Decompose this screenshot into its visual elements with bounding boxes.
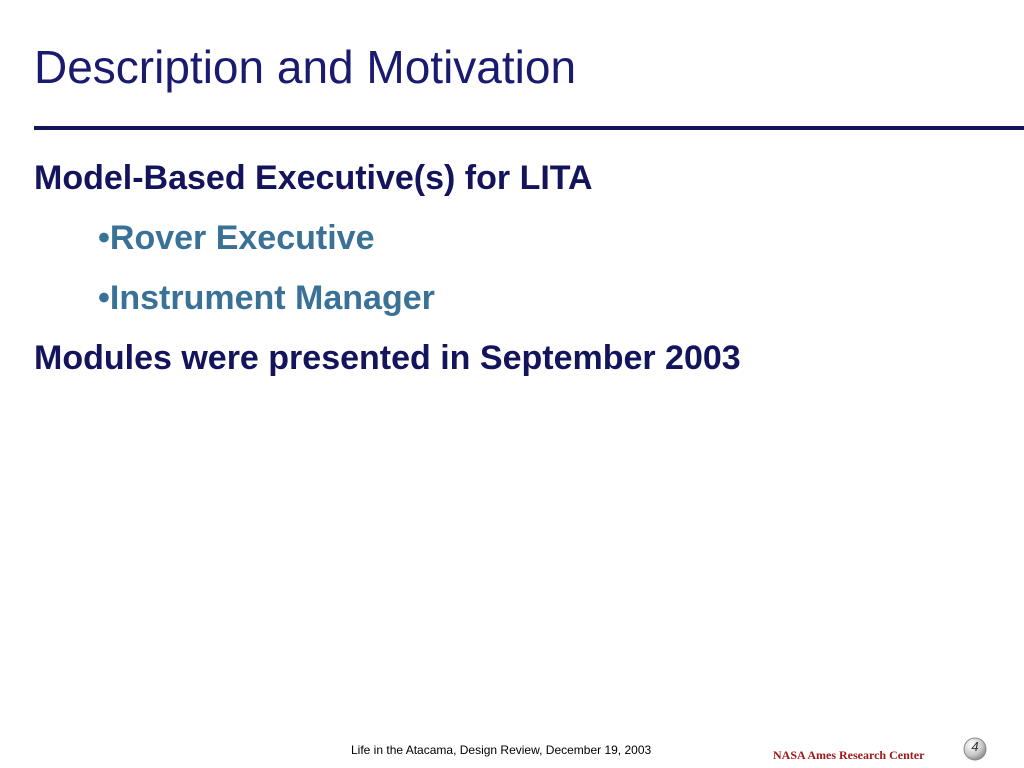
line-text: Modules were presented in September 2003 — [34, 339, 741, 377]
heading-model-based-executive — [34, 158, 593, 198]
page-number: 4 — [971, 739, 979, 754]
title-divider — [34, 126, 1024, 130]
bullet-rover-executive — [98, 218, 375, 258]
heading-modules-presented — [34, 338, 741, 378]
line-text: Instrument Manager — [109, 279, 435, 317]
footer-caption: Life in the Atacama, Design Review, December 19, 2003 — [351, 743, 652, 757]
bullet-icon: • — [98, 219, 110, 257]
bullet-instrument-manager — [98, 278, 435, 318]
slide-title: Description and Motivation — [34, 41, 577, 93]
footer-organization: NASA Ames Research Center — [773, 748, 925, 762]
line-text: Model-Based Executive(s) for LITA — [34, 159, 593, 197]
bullet-icon: • — [98, 279, 110, 317]
line-text: Rover Executive — [109, 219, 375, 257]
